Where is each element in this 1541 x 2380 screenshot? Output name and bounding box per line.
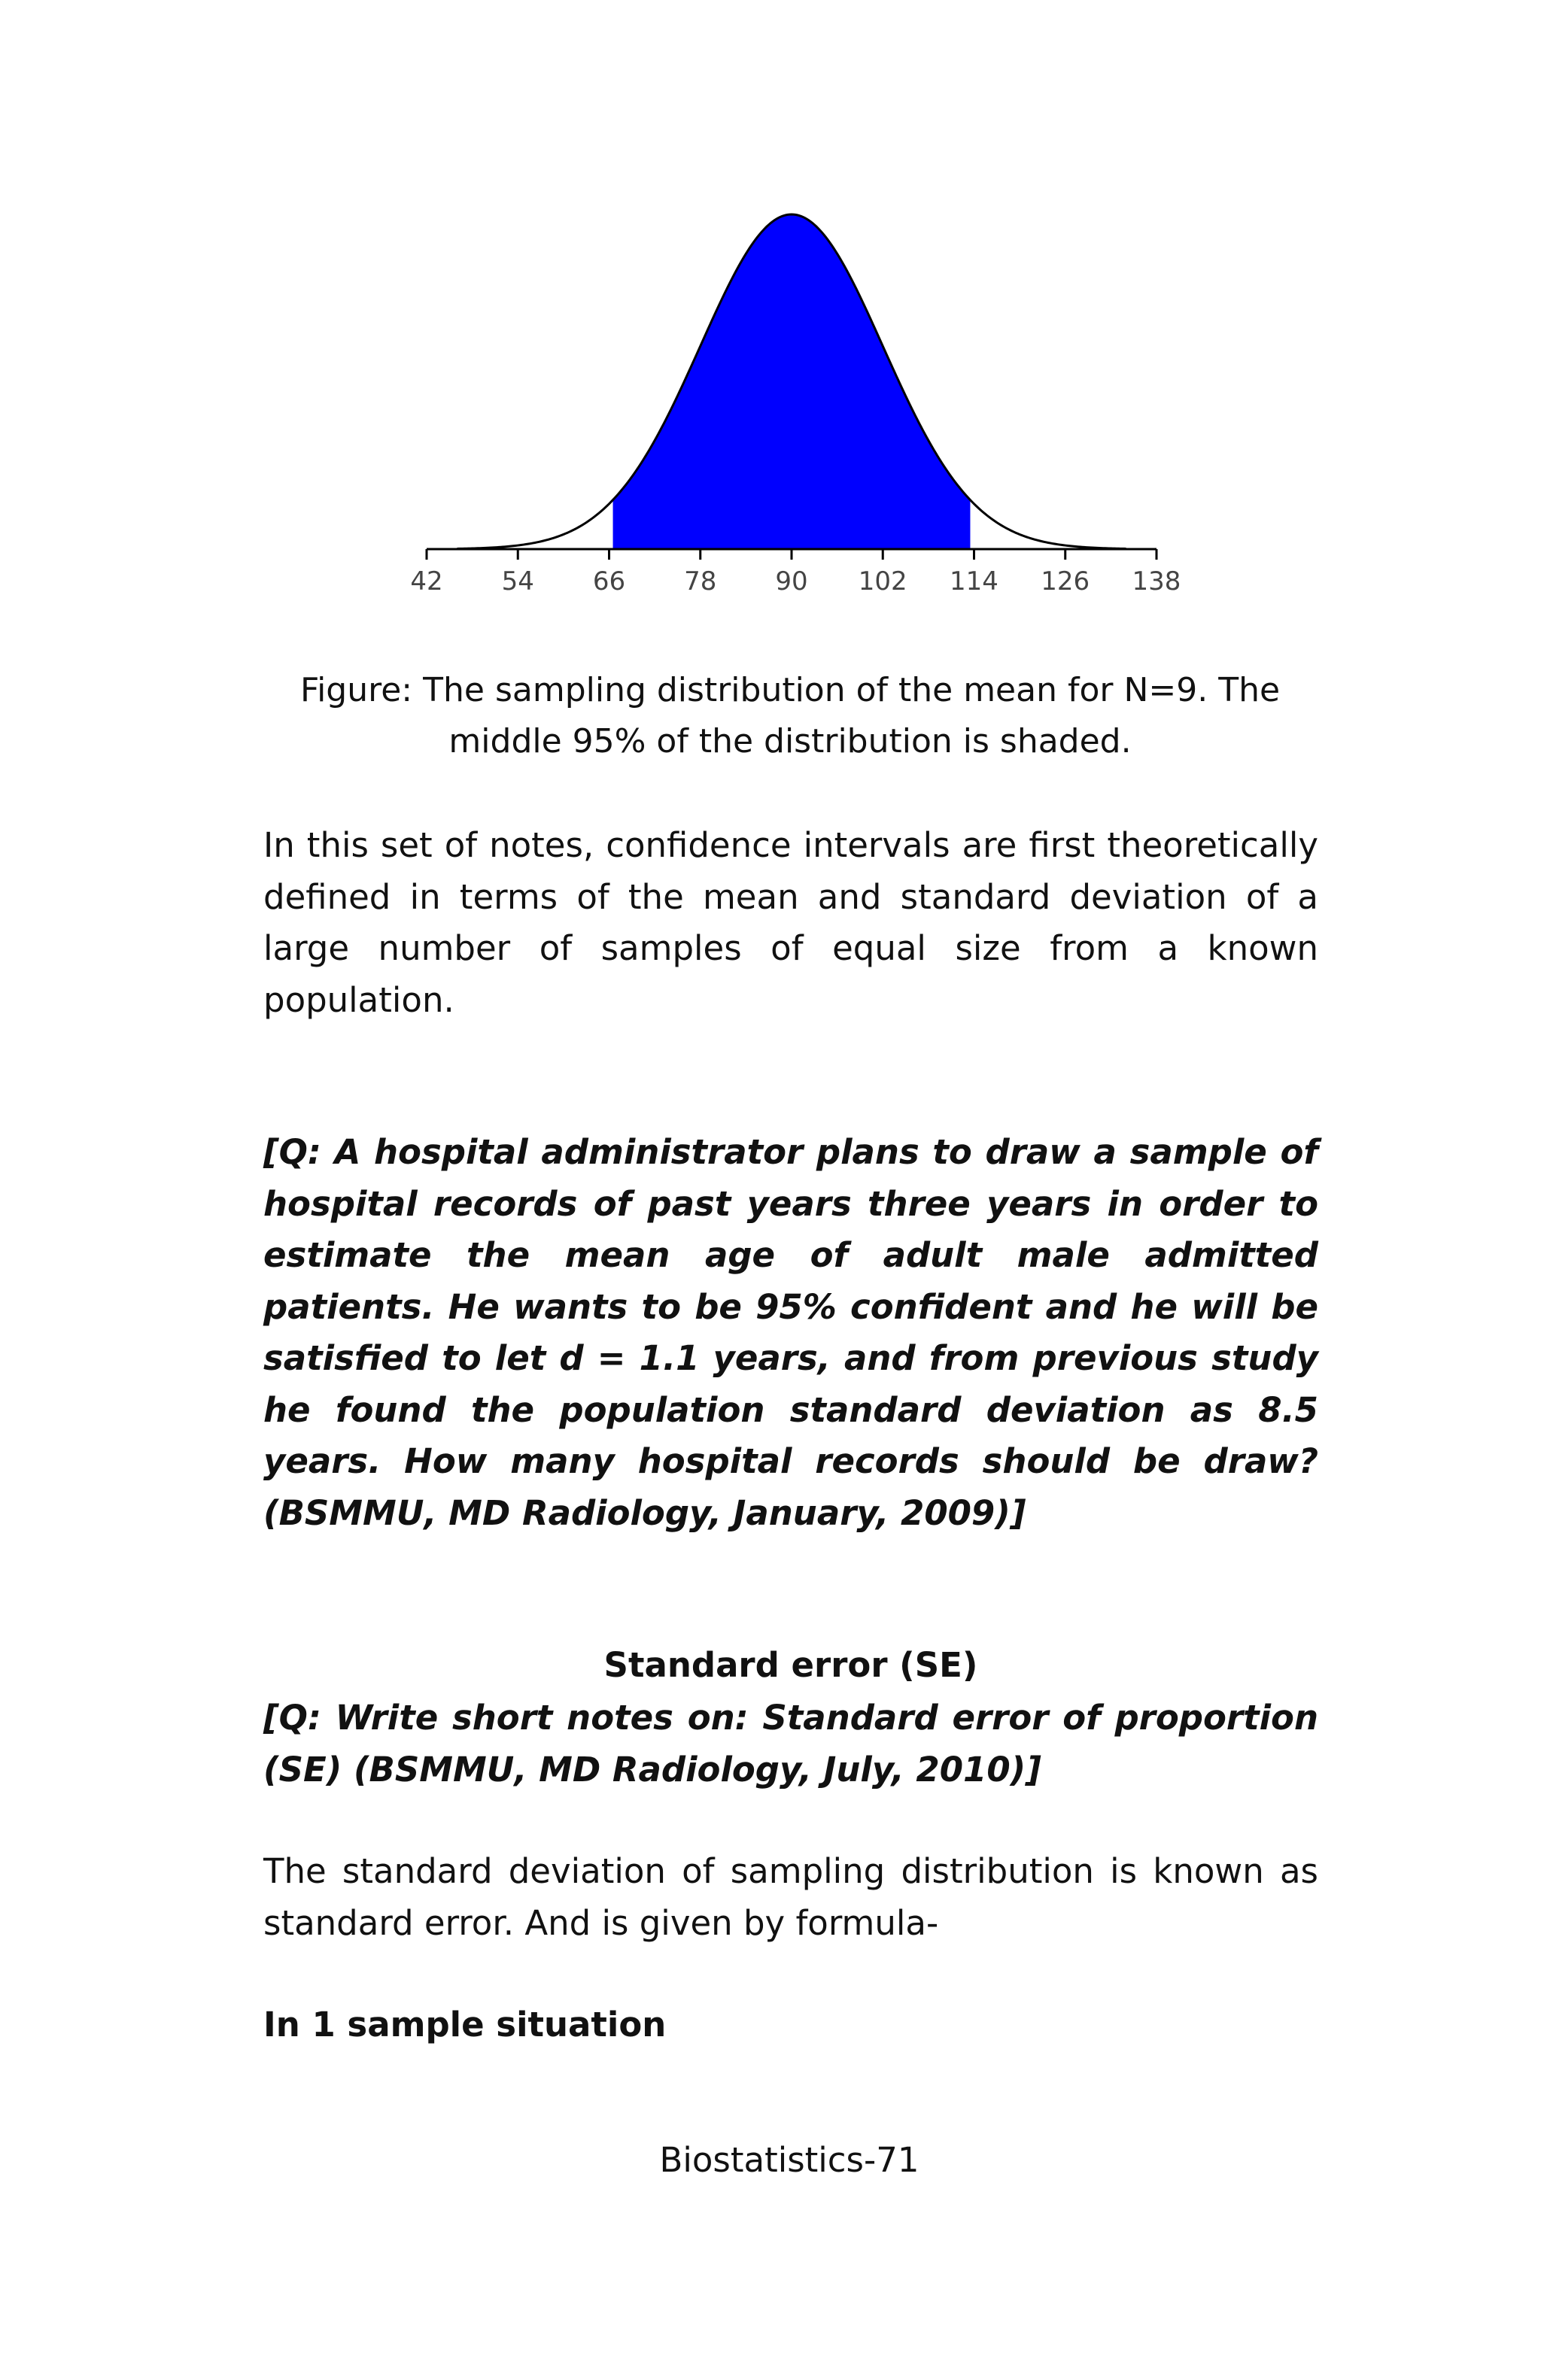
x-tick-label: 126 [1041, 566, 1090, 597]
x-tick-label: 42 [410, 566, 443, 597]
x-tick-label: 66 [592, 566, 626, 597]
x-tick-label: 138 [1132, 566, 1181, 597]
x-tick-label: 114 [950, 566, 998, 597]
x-tick-label: 102 [858, 566, 907, 597]
x-tick-label: 54 [501, 566, 534, 597]
intro-paragraph: In this set of notes, confidence intervals are first theoretically defined in terms of the mean and standard deviation of a large number of samples of equal size from a known population. [263, 825, 1318, 1020]
x-tick-label: 78 [684, 566, 717, 597]
x-tick-label: 90 [775, 566, 808, 597]
figure-caption: Figure: The sampling distribution of the mean for N=9. The middle 95% of the distribution is shaded. [299, 671, 1281, 760]
x-axis-ticks [410, 549, 1181, 597]
subheading-one-sample: In 1 sample situation [263, 2005, 667, 2045]
shaded-middle-95-region [613, 214, 971, 549]
normal-distribution-figure [391, 211, 1189, 617]
standard-error-paragraph: The standard deviation of sampling distribution is known as standard error. And is given by formula- [263, 1851, 1318, 1943]
question-standard-error: [Q: Write short notes on: Standard error of proportion (SE) (BSMMU, MD Radiology, July, 2010)] [263, 1698, 1318, 1790]
question-sample-size: [Q: A hospital administrator plans to draw a sample of hospital records of past years three years in order to estimate the mean age of adult male admitted patients. He wants to be 95% confident and he will be satisfied to let d = 1.1 years, and from previous study he found the population standard deviation as 8.5 years. How many hospital records should be draw? (BSMMU, MD Radiology, January, 2009)] [263, 1132, 1318, 1533]
distribution-chart [391, 211, 1189, 617]
page-footer: Biostatistics-71 [659, 2140, 919, 2180]
section-heading: Standard error (SE) [603, 1645, 978, 1685]
